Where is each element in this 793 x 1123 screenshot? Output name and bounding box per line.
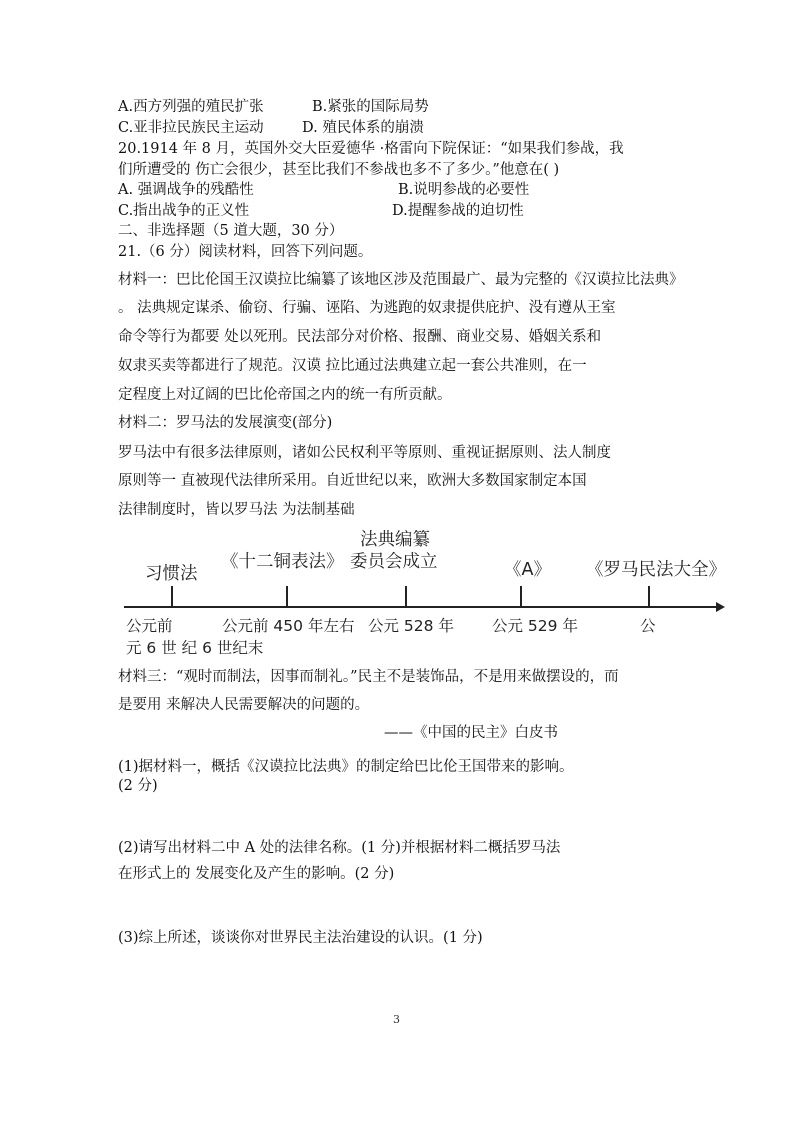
q20-option-a: A. 强调战争的残酷性 — [118, 182, 254, 198]
material3-line2: 是要用 来解决人民需要解决的问题的。 — [118, 697, 370, 713]
material3-source: ——《中国的民主》白皮书 — [384, 725, 558, 741]
material2-line3: 法律制度时，皆以罗马法 为法制基础 — [118, 502, 355, 518]
q20-option-d: D.提醒参战的迫切性 — [392, 203, 524, 219]
section2-heading: 二、非选择题（5 道大题，30 分） — [118, 223, 344, 239]
timeline-date-450: 公元前 450 年左右 — [222, 617, 355, 635]
q20-option-c: C.指出战争的正义性 — [118, 203, 250, 219]
material1-line3: 命令等行为都要 处以死刑。民法部分对价格、报酬、商业交易、婚姻关系和 — [118, 329, 602, 345]
timeline-date-528: 公元 528 年 — [368, 617, 454, 635]
q19-option-b: B.紧张的国际局势 — [312, 99, 429, 115]
timeline-event-corpus: 《罗马民法大全》 — [586, 560, 726, 580]
material1-line5: 定程度上对辽阔的巴比伦帝国之内的统一有所贡献。 — [118, 387, 452, 403]
q20-stem-line2: 们所遭受的 伤亡会很少，甚至比我们不参战也多不了多少。”他意在( ) — [118, 162, 560, 178]
q19-option-a: A.西方列强的殖民扩张 — [118, 99, 264, 115]
material1-line2: 。 法典规定谋杀、偷窃、行骗、诬陷、为逃跑的奴隶提供庇护、没有遵从王室 — [118, 300, 616, 316]
timeline-date-bc: 公元前 — [126, 617, 173, 635]
material2-line2: 原则等一 直被现代法律所采用。自近世纪以来，欧洲大多数国家制定本国 — [118, 473, 587, 489]
timeline-arrow-icon — [716, 602, 725, 612]
material2-line1: 罗马法中有很多法律原则，诸如公民权利平等原则、重视证据原则、法人制度 — [118, 445, 611, 461]
timeline-tick — [520, 586, 522, 608]
timeline-date-gong: 公 — [640, 617, 656, 635]
timeline-event-twelve-tables: 《十二铜表法》 — [221, 552, 344, 572]
timeline-tick — [286, 586, 288, 608]
material3-line1: 材料三：“观时而制法，因事而制礼。”民主不是装饰品，不是用来做摆设的，而 — [118, 669, 619, 685]
timeline-event-codify-line1: 法典编纂 — [360, 530, 430, 550]
timeline-event-codify-line2: 委员会成立 — [350, 552, 438, 572]
timeline-tick — [171, 586, 173, 608]
sub-question-1-line1: (1)据材料一，概括《汉谟拉比法典》的制定给巴比伦王国带来的影响。 — [118, 759, 574, 775]
sub-question-2-line1: (2)请写出材料二中 A 处的法律名称。(1 分)并根据材料二概括罗马法 — [118, 840, 561, 856]
q21-intro: 21.（6 分）阅读材料，回答下列问题。 — [118, 244, 373, 260]
sub-question-2-line2: 在形式上的 发展变化及产生的影响。(2 分) — [118, 866, 395, 882]
material1-line4: 奴隶买卖等都进行了规范。汉谟 拉比通过法典建立起一套公共准则，在一 — [118, 358, 587, 374]
page-number: 3 — [393, 1013, 400, 1026]
timeline-tick — [648, 586, 650, 608]
timeline-axis — [124, 606, 720, 608]
timeline-event-custom-law: 习惯法 — [145, 564, 198, 584]
q19-option-d: D. 殖民体系的崩溃 — [302, 120, 424, 136]
material1-line1: 材料一：巴比伦国王汉谟拉比编纂了该地区涉及范围最广、最为完整的《汉谟拉比法典》 — [118, 272, 684, 288]
q19-option-c: C.亚非拉民族民主运动 — [118, 120, 264, 136]
material2-title: 材料二：罗马法的发展演变(部分) — [118, 415, 333, 431]
q20-stem-line1: 20.1914 年 8 月，英国外交大臣爱德华 ·格雷向下院保证：“如果我们参战，我 — [118, 141, 624, 157]
timeline-date-continue: 元 6 世 纪 6 世纪末 — [126, 639, 264, 657]
timeline-tick — [405, 586, 407, 608]
timeline-event-a: 《A》 — [504, 560, 551, 580]
q20-option-b: B.说明参战的必要性 — [398, 182, 530, 198]
timeline-date-529: 公元 529 年 — [492, 617, 578, 635]
sub-question-3: (3)综上所述，谈谈你对世界民主法治建设的认识。(1 分) — [118, 930, 483, 946]
sub-question-1-line2: (2 分) — [118, 778, 158, 794]
